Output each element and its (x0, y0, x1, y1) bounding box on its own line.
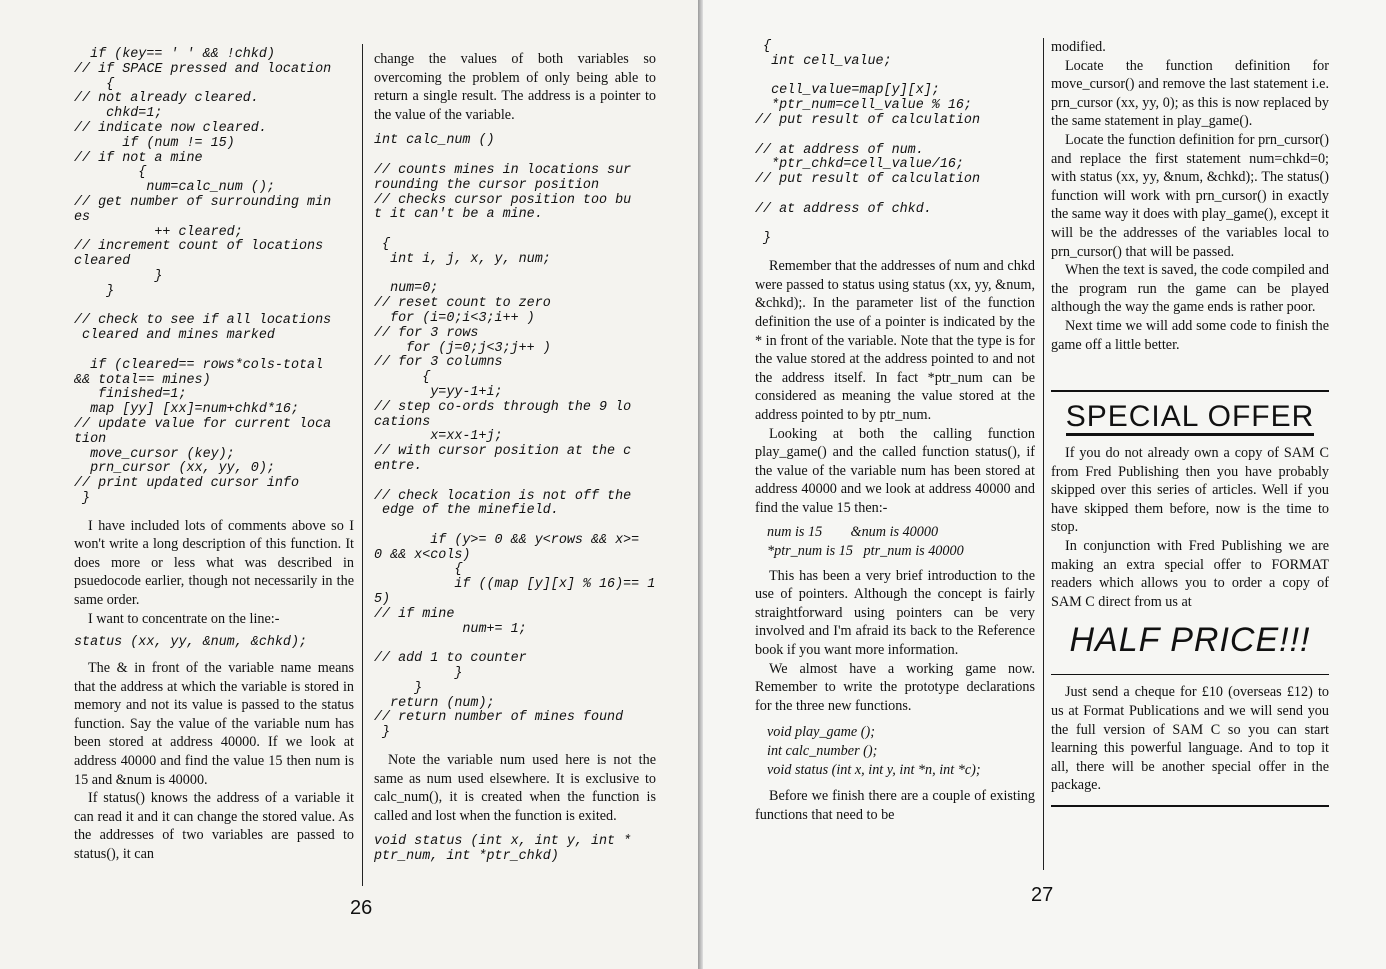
code-play-game-end (74, 48, 354, 507)
code-line: // step co-ords through the 9 lo (374, 399, 632, 415)
paragraph: Note the variable num used here is not the same as num used elsewhere. It is exclusive to calc_num(), it is created when the function is called and lost when the function is exited. (374, 752, 656, 824)
special-offer-text: SPECIAL OFFER (1066, 400, 1315, 436)
right-column-2 (1051, 38, 1329, 815)
prototype-line: void status (int x, int y, int *n, int *c); (767, 761, 981, 778)
code-line: y=yy-1+i; (430, 384, 503, 400)
code-line: { (422, 370, 431, 386)
half-price-heading: HALF PRICE!!! (1069, 621, 1311, 660)
code-line: // increment count of locations (74, 239, 324, 255)
code-line: t it can't be a mine. (374, 207, 543, 223)
paragraph: Looking at both the calling function play_game() and the called function status(), if the value of the variable num has been stored at address 40000 and we look at address 40000 and find the value 15 then:- (755, 425, 1035, 516)
code-line: if (cleared== rows*cols-total (90, 357, 324, 373)
code-calc-num (374, 134, 656, 741)
code-line: { (454, 562, 463, 578)
code-line: edge of the minefield. (382, 503, 559, 519)
prose-block (1051, 444, 1329, 611)
paragraph: change the values of both variables so overcoming the problem of only being able to return a single result. The address is a pointer to the value of the variable. (374, 51, 656, 123)
code-line: void status (int x, int y, int * (374, 834, 632, 850)
prototype-list (767, 723, 1035, 779)
paragraph: If status() knows the address of a variable it can read it and it can change the stored value. As the addresses of two variables are passed to status(), it can (74, 790, 354, 862)
code-line: tion (74, 431, 107, 447)
paragraph: modified. (1051, 39, 1106, 55)
code-line: // indicate now cleared. (74, 120, 267, 136)
prose-block (374, 50, 656, 124)
value-line: *ptr_num is 15 ptr_num is 40000 (767, 543, 964, 560)
code-line: { (763, 39, 772, 54)
code-line: // counts mines in locations sur (374, 162, 632, 178)
code-line: } (154, 268, 163, 284)
paragraph: I have included lots of comments above so I won't write a long description of this function. It does more or less what was described in psuedocode earlier, though not necessarily in the same order. (74, 517, 354, 609)
paragraph: I want to concentrate on the line:- (88, 610, 280, 627)
code-line: int i, j, x, y, num; (390, 251, 551, 267)
code-line: } (454, 666, 463, 682)
code-line: 0 && x<cols) (374, 547, 471, 563)
prose-block (755, 567, 1035, 716)
code-line: // check to see if all locations (74, 313, 332, 329)
code-line: x=xx-1+j; (430, 429, 503, 445)
code-line: rounding the cursor position (374, 177, 599, 193)
code-line: cations (374, 414, 431, 430)
code-line: cleared (74, 254, 131, 270)
code-line: { (138, 165, 147, 181)
special-offer-heading (1051, 400, 1329, 434)
code-line: // return number of mines found (374, 710, 624, 726)
prose-block (755, 257, 1035, 517)
page-number: 26 (350, 897, 373, 919)
code-line: } (106, 283, 115, 299)
code-line: prn_cursor (xx, yy, 0); (90, 461, 275, 477)
code-line: } (374, 725, 391, 741)
paragraph: Before we finish there are a couple of existing functions that need to be (755, 788, 1035, 823)
code-line: map [yy] [xx]=num+chkd*16; (90, 402, 299, 418)
pointer-values (767, 523, 1035, 560)
code-line: // reset count to zero (374, 296, 551, 312)
code-line: // at address of num. (755, 142, 924, 158)
prose-block (74, 517, 354, 629)
code-line: // if SPACE pressed and location (74, 61, 332, 77)
code-status-signature (374, 835, 656, 865)
paragraph: The & in front of the variable name means that the address at which the variable is stored in memory and not its value is passed to the status function. Say the value of the variable num has been stored at address 40000. If we look at address 40000 and find the value 15 then num is 15 and &num is 40000. (74, 660, 354, 788)
code-line: num=calc_num (); (146, 180, 275, 196)
right-column-1 (755, 40, 1035, 824)
code-line: // not already cleared. (74, 91, 259, 107)
code-line: if (y>= 0 && y<rows && x>= (430, 532, 640, 548)
code-line: // if mine (374, 606, 455, 622)
code-line: // check location is not off the (374, 488, 632, 504)
column-divider (1043, 38, 1044, 870)
code-line: move_cursor (key); (90, 446, 235, 462)
prose-block (755, 787, 1035, 824)
prototype-line: int calc_number (); (767, 743, 878, 759)
prose-block (1051, 38, 1329, 354)
left-column-2 (374, 50, 656, 865)
code-line: ++ cleared; (154, 224, 243, 240)
code-line: chkd=1; (106, 106, 163, 122)
paragraph: This has been a very brief introduction to the use of pointers. Although the concept is fairly straightforward using pointers can be very involved and I'm afraid its back to the Reference book if you want more information. (755, 567, 1035, 659)
code-line: // checks cursor position too bu (374, 192, 632, 208)
code-line: && total== mines) (74, 372, 211, 388)
code-line: // if not a mine (74, 150, 203, 166)
code-line: num+= 1; (462, 621, 527, 637)
page-number: 27 (1031, 884, 1054, 906)
prototype-line: void play_game (); (767, 724, 875, 741)
prose-block (1051, 683, 1329, 795)
paragraph: If you do not already own a copy of SAM C from Fred Publishing then you have probably skipped over this series of articles. Well if you have skipped them before, now is the time to stop. (1051, 445, 1329, 536)
status-call-line: status (xx, yy, &num, &chkd); (74, 635, 308, 651)
code-line: // put result of calculation (755, 172, 980, 188)
code-line: num=0; (390, 281, 439, 297)
code-line: int cell_value; (771, 53, 892, 69)
code-line: } (74, 490, 91, 506)
code-line: // add 1 to counter (374, 651, 527, 667)
code-line: if (num != 15) (122, 135, 235, 151)
prose-block (74, 659, 354, 864)
offer-bottom-rule (1051, 805, 1329, 807)
code-line: // get number of surrounding min (74, 194, 332, 210)
code-line: // update value for current loca (74, 416, 332, 432)
right-page (703, 0, 1386, 969)
code-line: // for 3 rows (374, 325, 479, 341)
code-line: if (key== ' ' && !chkd) (90, 47, 275, 62)
paragraph: Next time we will add some code to finish the game off a little better. (1051, 317, 1329, 353)
code-line: es (74, 209, 91, 225)
code-line: return (num); (390, 695, 495, 711)
left-column-1 (74, 48, 354, 864)
paragraph: When the text is saved, the code compiled and the program run the game can be played although the way the game ends is rather poor. (1051, 262, 1329, 316)
paragraph: Remember that the addresses of num and chkd were passed to status using status (xx, yy, &num, &chkd);. In the parameter list of the function definition the use of a pointer is indicated by the * in front of the variable. Note that the type is for the value stored at the address pointed to and not the address itself. In fact *ptr_num can be considered as meaning the value stored at the address pointed to by ptr_num. (755, 258, 1035, 423)
code-line: // put result of calculation (755, 112, 980, 128)
paragraph: We almost have a working game now. Remember to write the prototype declarations for the three new functions. (755, 660, 1035, 714)
code-line: if ((map [y][x] % 16)== 1 (454, 577, 656, 593)
offer-mid-rule (1051, 674, 1329, 675)
code-line: // for 3 columns (374, 355, 503, 371)
paragraph: Locate the function definition for prn_cursor() and replace the first statement num=chkd=0; with status (xx, yy, &num, &chkd);. The status() function will work with prn_cursor() in exactly the same way it does with play_game(), except it will be the addresses of the variables local to prn_cursor() that will be passed. (1051, 131, 1329, 260)
code-line: ptr_num, int *ptr_chkd) (374, 849, 559, 865)
code-line: *ptr_chkd=cell_value/16; (771, 157, 964, 173)
code-line: entre. (374, 458, 423, 474)
code-line: cleared and mines marked (82, 328, 275, 344)
code-line: { (106, 76, 115, 92)
code-line: { (382, 236, 391, 252)
prose-block (374, 751, 656, 825)
code-line: for (j=0;j<3;j++ ) (406, 340, 551, 356)
offer-top-rule (1051, 390, 1329, 392)
code-line: *ptr_num=cell_value % 16; (771, 98, 972, 114)
code-line: // print updated cursor info (74, 476, 299, 492)
paragraph: In conjunction with Fred Publishing we are making an extra special offer to FORMAT readers which allows you to order a copy of SAM C direct from us at (1051, 538, 1329, 610)
code-line: int calc_num () (374, 133, 495, 149)
column-divider (362, 44, 363, 886)
code-line: for (i=0;i<3;i++ ) (390, 310, 535, 326)
code-line: } (755, 231, 772, 247)
code-line: 5) (374, 592, 391, 608)
code-status-body (755, 40, 1035, 247)
code-line: // at address of chkd. (755, 201, 932, 217)
code-line: } (414, 680, 423, 696)
code-line: finished=1; (98, 387, 187, 403)
code-line: cell_value=map[y][x]; (771, 83, 940, 99)
code-line: // with cursor position at the c (374, 444, 632, 460)
paragraph: Locate the function definition for move_cursor() and remove the last statement i.e. prn_cursor (xx, yy, 0); as this is now replaced by the same statement in play_game(). (1051, 57, 1329, 130)
value-line: num is 15 &num is 40000 (767, 524, 939, 541)
paragraph: Just send a cheque for £10 (overseas £12) to us at Format Publications and we will send you the full version of SAM C so you can start learning this powerful language. And to top it all, there will be another special offer in the package. (1051, 684, 1329, 794)
